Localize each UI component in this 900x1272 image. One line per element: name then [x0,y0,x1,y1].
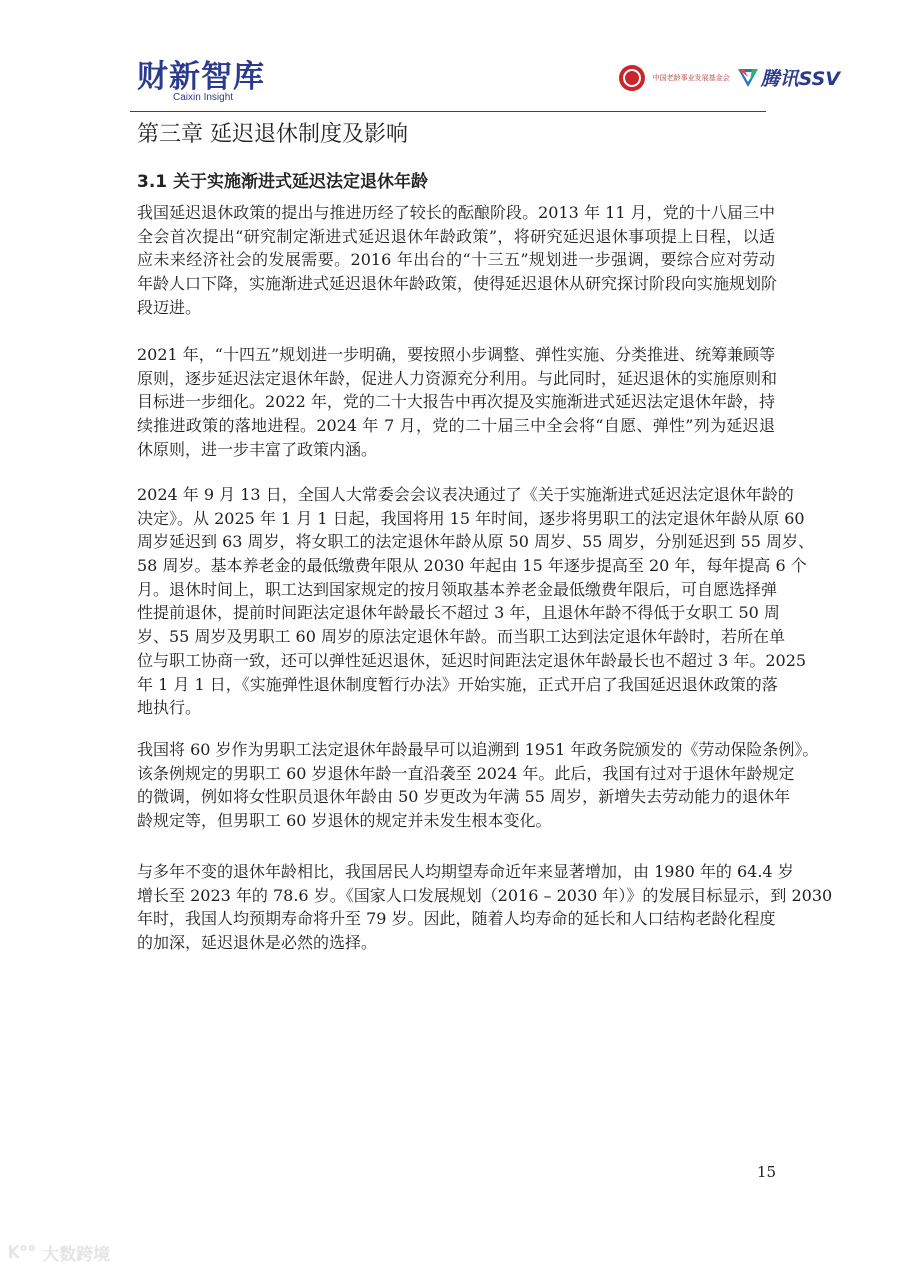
paragraph-line: 年 1 月 1 日，《实施弹性退休制度暂行办法》开始实施，正式开启了我国延迟退休政策的落 [137,674,778,694]
paragraph-line: 我国将 60 岁作为男职工法定退休年龄最早可以追溯到 1951 年政务院颁发的《劳动保险条例》。 [137,740,819,759]
paragraph-line: 年时，我国人均预期寿命将升至 79 岁。因此，随着人均寿命的延长和人口结构老龄化程度 [137,909,776,929]
paragraph-line: 周岁延迟到 63 周岁，将女职工的法定退休年龄从原 50 周岁、55 周岁，分别延迟到 55 周岁、 [137,532,815,552]
paragraph-line: 的微调，例如将女性职员退休年龄由 50 岁更改为年满 55 周岁，新增失去劳动能力的退休年 [137,787,791,807]
paragraph-line: 休原则，进一步丰富了政策内涵。 [137,439,378,459]
partner-org-name: 中国老龄事业发展基金会 [652,73,730,82]
page-number: 15 [757,1163,777,1181]
section-title: 3.1 关于实施渐进式延迟法定退休年龄 [137,172,429,192]
paragraph-line: 应未来经济社会的发展需要。2016 年出台的“十三五”规划进一步强调，要综合应对劳动 [137,250,775,270]
paragraph-line: 续推进政策的落地进程。2024 年 7 月，党的二十届三中全会将“自愿、弹性”列为延迟退 [137,416,775,436]
ssv-triangle-icon [738,69,758,87]
paragraph [137,738,819,833]
paragraph-line: 与多年不变的退休年龄相比，我国居民人均期望寿命近年来显著增加，由 1980 年的 64.4 岁 [137,862,794,881]
paragraph-line: 性提前退休，提前时间距法定退休年龄最长不超过 3 年，且退休年龄不得低于女职工 50 周 [137,603,780,623]
chapter-title: 第三章 延迟退休制度及影响 [137,122,408,147]
paragraph-line: 目标进一步细化。2022 年，党的二十大报告中再次提及实施渐进式延迟法定退休年龄，持 [137,392,775,412]
paragraph [137,483,815,720]
watermark-text: 大数跨境 [42,1245,111,1265]
paragraph-line: 2021 年，“十四五”规划进一步明确，要按照小步调整、弹性实施、分类推进、统筹兼顾等 [137,345,776,364]
tencent-ssv-logo [738,64,840,91]
paragraph-line: 增长至 2023 年的 78.6 岁。《国家人口发展规划（2016 – 2030 年）》的发展目标显示，到 2030 [137,885,833,905]
paragraph-line: 月。退休时间上，职工达到国家规定的按月领取基本养老金最低缴费年限后，可自愿选择弹 [137,579,778,599]
logo-cn-text: 财新智库 [137,59,265,95]
paragraph [137,201,778,319]
paragraph-line: 我国延迟退休政策的提出与推进历经了较长的酝酿阶段。2013 年 11 月，党的十八届三中 [137,203,775,222]
watermark-logo-icon: K°° [8,1242,37,1263]
paragraph-line: 岁、55 周岁及男职工 60 周岁的原法定退休年龄。而当职工达到法定退休年龄时，若所在单 [137,627,785,647]
paragraph-line: 年龄人口下降，实施渐进式延迟退休年龄政策，使得延迟退休从研究探讨阶段向实施规划阶 [137,274,778,294]
paragraph-line: 全会首次提出“研究制定渐进式延迟退休年龄政策”，将研究延迟退休事项提上日程，以适 [137,226,775,246]
paragraph-line: 龄规定等，但男职工 60 岁退休的规定并未发生根本变化。 [137,811,552,831]
paragraph-line: 决定》。从 2025 年 1 月 1 日起，我国将用 15 年时间，逐步将男职工的法定退休年龄从原 60 [137,508,805,528]
partner-logos [619,64,840,91]
ssv-brand-text: 腾讯SSV [760,68,840,90]
logo-en-text: Caixin Insight [173,92,234,103]
header-divider [130,111,766,112]
paragraph [137,860,833,955]
paragraph-line: 位与职工协商一致，还可以弹性延迟退休，延迟时间距法定退休年龄最长也不超过 3 年。2025 [137,650,807,670]
paragraph [137,343,778,461]
paragraph-line: 该条例规定的男职工 60 岁退休年龄一直沿袭至 2024 年。此后，我国有过对于退休年龄规定 [137,763,795,783]
paragraph-line: 2024 年 9 月 13 日，全国人大常委会会议表决通过了《关于实施渐进式延迟法定退休年龄的 [137,485,794,504]
watermark [8,1240,110,1265]
foundation-seal-icon [619,65,645,91]
paragraph-line: 段迈进。 [137,297,202,317]
caixin-insight-logo [137,60,265,103]
paragraph-line: 58 周岁。基本养老金的最低缴费年限从 2030 年起由 15 年逐步提高至 20 年，每年提高 6 个 [137,556,807,576]
paragraph-line: 原则，逐步延迟法定退休年龄，促进人力资源充分利用。与此同时，延迟退休的实施原则和 [137,368,778,388]
paragraph-line: 地执行。 [137,698,202,718]
paragraph-line: 的加深，延迟退休是必然的选择。 [137,933,378,953]
